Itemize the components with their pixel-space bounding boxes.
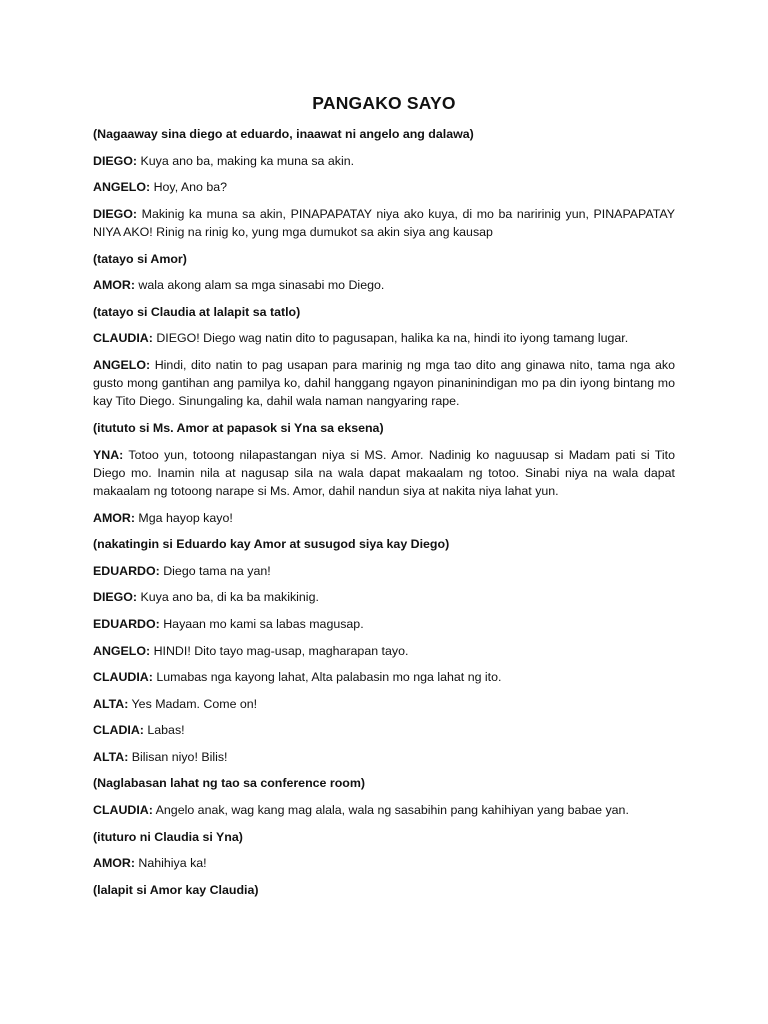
dialogue-line xyxy=(93,588,675,606)
speaker-name: AMOR: xyxy=(93,510,135,525)
speaker-name: CLAUDIA: xyxy=(93,803,153,818)
stage-direction xyxy=(93,828,675,846)
speaker-name: CLAUDIA: xyxy=(93,670,153,685)
stage-direction xyxy=(93,125,675,143)
speaker-name: ANGELO: xyxy=(93,643,151,658)
speaker-name: DIEGO: xyxy=(93,153,138,168)
dialogue-text: Nahihiya ka! xyxy=(134,856,207,871)
stage-direction xyxy=(93,774,675,792)
direction-text: (itututo si Ms. Amor at papasok si Yna sa eksena) xyxy=(93,420,384,435)
script-page xyxy=(93,92,675,907)
dialogue-text: wala akong alam sa mga sinasabi mo Diego. xyxy=(134,278,385,293)
speaker-name: ANGELO: xyxy=(93,357,151,372)
speaker-name: ANGELO: xyxy=(93,180,151,195)
dialogue-line xyxy=(93,721,675,739)
stage-direction xyxy=(93,881,675,899)
direction-text: (tatayo si Claudia at lalapit sa tatlo) xyxy=(93,304,301,319)
dialogue-text: Hindi, dito natin to pag usapan para marinig ng mga tao dito ang ginawa nito, tama nga ako gusto mong gantihan ang pamilya ko, dahil hanggang ngayon pinaninindigan mo pa din iyong bintang mo kay Tito Diego. Sinungaling ka, dahil wala naman nangyaring rape. xyxy=(93,357,675,409)
dialogue-line xyxy=(93,446,675,501)
speaker-name: YNA: xyxy=(93,447,124,462)
dialogue-text: Hayaan mo kami sa labas magusap. xyxy=(159,616,364,631)
dialogue-line xyxy=(93,509,675,527)
dialogue-line xyxy=(93,152,675,170)
dialogue-text: Kuya ano ba, di ka ba makikinig. xyxy=(137,590,319,605)
dialogue-text: DIEGO! Diego wag natin dito to pagusapan, halika ka na, hindi ito iyong tamang lugar. xyxy=(152,331,629,346)
speaker-name: AMOR: xyxy=(93,278,135,293)
stage-direction xyxy=(93,419,675,437)
speaker-name: DIEGO: xyxy=(93,590,138,605)
dialogue-line xyxy=(93,748,675,766)
speaker-name: CLAUDIA: xyxy=(93,331,153,346)
dialogue-line xyxy=(93,562,675,580)
dialogue-line xyxy=(93,695,675,713)
dialogue-text: Totoo yun, totoong nilapastangan niya si MS. Amor. Nadinig ko naguusap si Madam pati si Tito Diego mo. Inamin nila at nagusap sila na wala dapat makaalam ng totoo. Sinabi niya na wala dapat makaalam ng totoong narape si Ms. Amor, dahil nandun siya at nakita niya lahat yun. xyxy=(93,447,675,498)
speaker-name: CLADIA: xyxy=(93,723,144,738)
dialogue-line xyxy=(93,854,675,872)
speaker-name: EDUARDO: xyxy=(93,616,160,631)
dialogue-line xyxy=(93,276,675,294)
direction-text: (tatayo si Amor) xyxy=(93,251,187,266)
dialogue-text: Labas! xyxy=(143,723,185,738)
speaker-name: AMOR: xyxy=(93,856,135,871)
dialogue-line xyxy=(93,205,675,241)
dialogue-text: Yes Madam. Come on! xyxy=(128,696,258,711)
dialogue-text: Bilisan niyo! Bilis! xyxy=(128,749,228,764)
dialogue-text: Hoy, Ano ba? xyxy=(150,180,228,195)
direction-text: (nakatingin si Eduardo kay Amor at susugod siya kay Diego) xyxy=(93,537,450,552)
stage-direction xyxy=(93,535,675,553)
direction-text: (Nagaaway sina diego at eduardo, inaawat ni angelo ang dalawa) xyxy=(93,127,474,141)
document-title: PANGAKO SAYO xyxy=(312,93,456,113)
speaker-name: ALTA: xyxy=(93,696,129,711)
dialogue-line xyxy=(93,329,675,347)
dialogue-line xyxy=(93,801,675,819)
direction-text: (ituturo ni Claudia si Yna) xyxy=(93,829,243,844)
speaker-name: DIEGO: xyxy=(93,206,138,221)
speaker-name: EDUARDO: xyxy=(93,563,160,578)
direction-text: (lalapit si Amor kay Claudia) xyxy=(93,882,259,897)
dialogue-line xyxy=(93,178,675,196)
dialogue-text: Kuya ano ba, making ka muna sa akin. xyxy=(137,153,355,168)
dialogue-text: Lumabas nga kayong lahat, Alta palabasin mo nga lahat ng ito. xyxy=(152,670,502,685)
speaker-name: ALTA: xyxy=(93,749,129,764)
dialogue-text: HINDI! Dito tayo mag-usap, magharapan tayo. xyxy=(150,643,409,658)
dialogue-line xyxy=(93,356,675,411)
dialogue-line xyxy=(93,642,675,660)
dialogue-text: Mga hayop kayo! xyxy=(134,510,233,525)
dialogue-text: Angelo anak, wag kang mag alala, wala ng sasabihin pang kahihiyan yang babae yan. xyxy=(152,803,629,818)
dialogue-line xyxy=(93,615,675,633)
dialogue-text: Diego tama na yan! xyxy=(159,563,271,578)
dialogue-line xyxy=(93,668,675,686)
stage-direction xyxy=(93,250,675,268)
direction-text: (Naglabasan lahat ng tao sa conference room) xyxy=(93,776,365,791)
dialogue-text: Makinig ka muna sa akin, PINAPAPATAY niya ako kuya, di mo ba naririnig yun, PINAPAPATAY NIYA AKO! Rinig na rinig ko, yung mga dumukot sa akin siya ang kausap xyxy=(93,206,675,239)
stage-direction xyxy=(93,303,675,321)
